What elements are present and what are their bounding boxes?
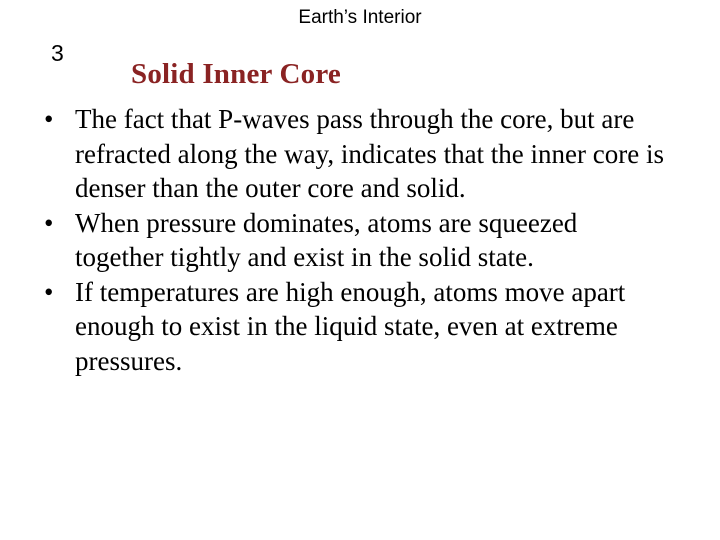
slide-title: Solid Inner Core (131, 58, 341, 90)
bullet-icon: • (44, 276, 54, 307)
bullet-text: If temperatures are high enough, atoms move apart enough to exist in the liquid state, even at extreme pressures. (75, 276, 626, 376)
bullet-list (44, 102, 664, 378)
bullet-item (44, 102, 664, 206)
header-title (0, 7, 720, 29)
bullet-text: When pressure dominates, atoms are squeezed together tightly and exist in the solid state. (75, 207, 578, 272)
bullet-icon: • (44, 104, 54, 134)
bullet-icon: • (44, 207, 54, 238)
bullet-item (44, 275, 664, 379)
section-number: 3 (51, 40, 64, 66)
bullet-item (44, 206, 664, 275)
header-title-text: Earth’s Interior (298, 7, 422, 28)
bullet-text: The fact that P-waves pass through the core, but are refracted along the way, indicates that the inner core is denser than the outer core and solid. (75, 104, 664, 203)
